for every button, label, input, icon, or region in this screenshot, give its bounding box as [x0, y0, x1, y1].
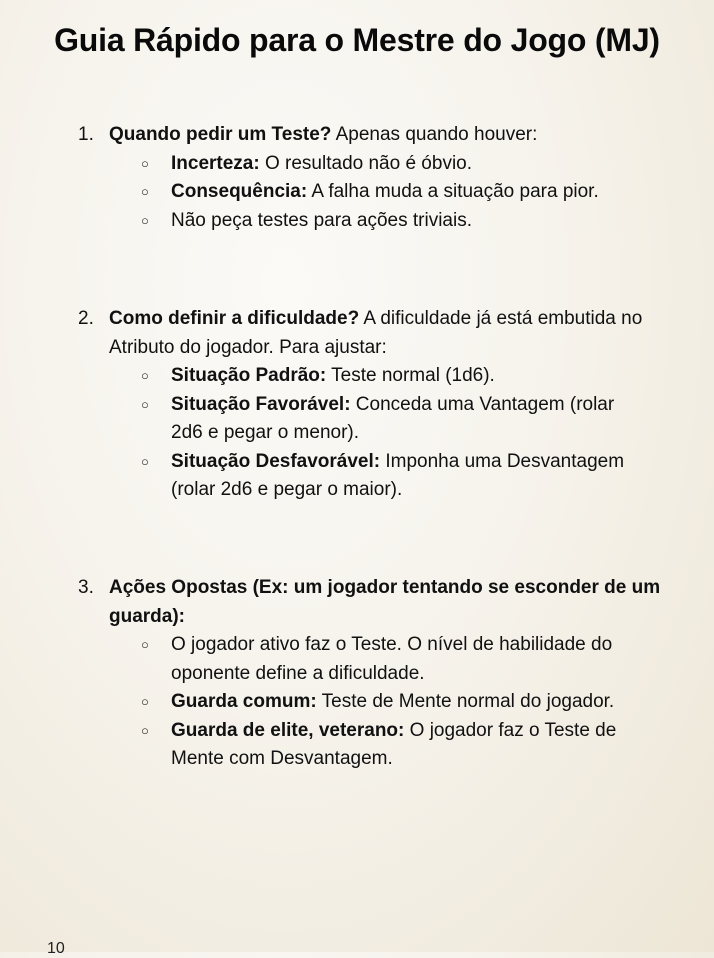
item-bold: Incerteza:	[171, 152, 260, 174]
section-heading-bold: Ações Opostas (Ex: um jogador tentando se esconder de um guarda):	[109, 577, 661, 627]
item-text: Imponha uma Desvantagem (rolar 2d6 e pegar o maior).	[171, 450, 625, 500]
bullet-circle-icon: ○	[141, 212, 149, 228]
item-bold: Situação Padrão:	[171, 365, 327, 386]
item-text: O resultado não é óbvio.	[259, 152, 473, 174]
item-text: Não peça testes para ações triviais.	[171, 209, 472, 231]
bullet-circle-icon: ○	[141, 184, 149, 199]
item-text: Teste de Mente normal do jogador.	[316, 691, 615, 712]
page-number: 10	[47, 940, 65, 957]
item-text: O jogador ativo faz o Teste. O nível de habilidade do oponente define a dificuldade.	[171, 634, 613, 684]
bullet-circle-icon: ○	[141, 453, 149, 469]
item-bold: Guarda comum:	[171, 691, 317, 712]
item-bold: Situação Desfavorável:	[171, 450, 381, 472]
item-text: A falha muda a situação para pior.	[307, 181, 599, 202]
list-item	[78, 207, 651, 236]
section-heading	[109, 574, 679, 631]
section-heading	[109, 305, 679, 362]
section-heading-bold: Quando pedir um Teste?	[109, 124, 332, 145]
bullet-circle-icon: ○	[141, 155, 149, 171]
sub-list	[78, 631, 678, 774]
item-bold: Guarda de elite, veterano:	[171, 719, 405, 741]
section-heading-text: A dificuldade já está embutida no Atributo do jogador. Para ajustar:	[109, 308, 643, 358]
bullet-circle-icon: ○	[141, 368, 149, 383]
sub-list	[78, 362, 678, 505]
item-bold: Consequência:	[171, 181, 308, 202]
bullet-circle-icon: ○	[141, 722, 149, 738]
list-item	[78, 448, 651, 505]
section-opposed-actions	[78, 574, 678, 774]
bullet-circle-icon: ○	[141, 396, 149, 412]
list-item	[78, 717, 651, 774]
list-item	[78, 688, 651, 717]
list-item	[78, 362, 651, 391]
section-heading	[109, 121, 679, 150]
page-title: Guia Rápido para o Mestre do Jogo (MJ)	[54, 22, 660, 58]
item-text: Conceda uma Vantagem (rolar 2d6 e pegar o menor).	[171, 393, 615, 443]
section-heading-bold: Como definir a dificuldade?	[109, 308, 360, 329]
section-number: 3.	[78, 577, 94, 598]
list-item	[78, 631, 651, 688]
list-item	[78, 178, 651, 207]
section-when-to-test	[78, 121, 678, 235]
bullet-circle-icon: ○	[141, 637, 149, 652]
section-number: 2.	[78, 308, 94, 329]
item-text: O jogador faz o Teste de Mente com Desvantagem.	[171, 719, 617, 769]
section-heading-text: Apenas quando houver:	[331, 124, 538, 145]
item-text: Teste normal (1d6).	[326, 365, 495, 386]
list-item	[78, 391, 651, 448]
item-bold: Situação Favorável:	[171, 393, 351, 415]
sub-list	[78, 150, 678, 236]
section-difficulty	[78, 305, 678, 505]
list-item	[78, 150, 651, 179]
section-number: 1.	[78, 124, 94, 145]
bullet-circle-icon: ○	[141, 694, 149, 709]
